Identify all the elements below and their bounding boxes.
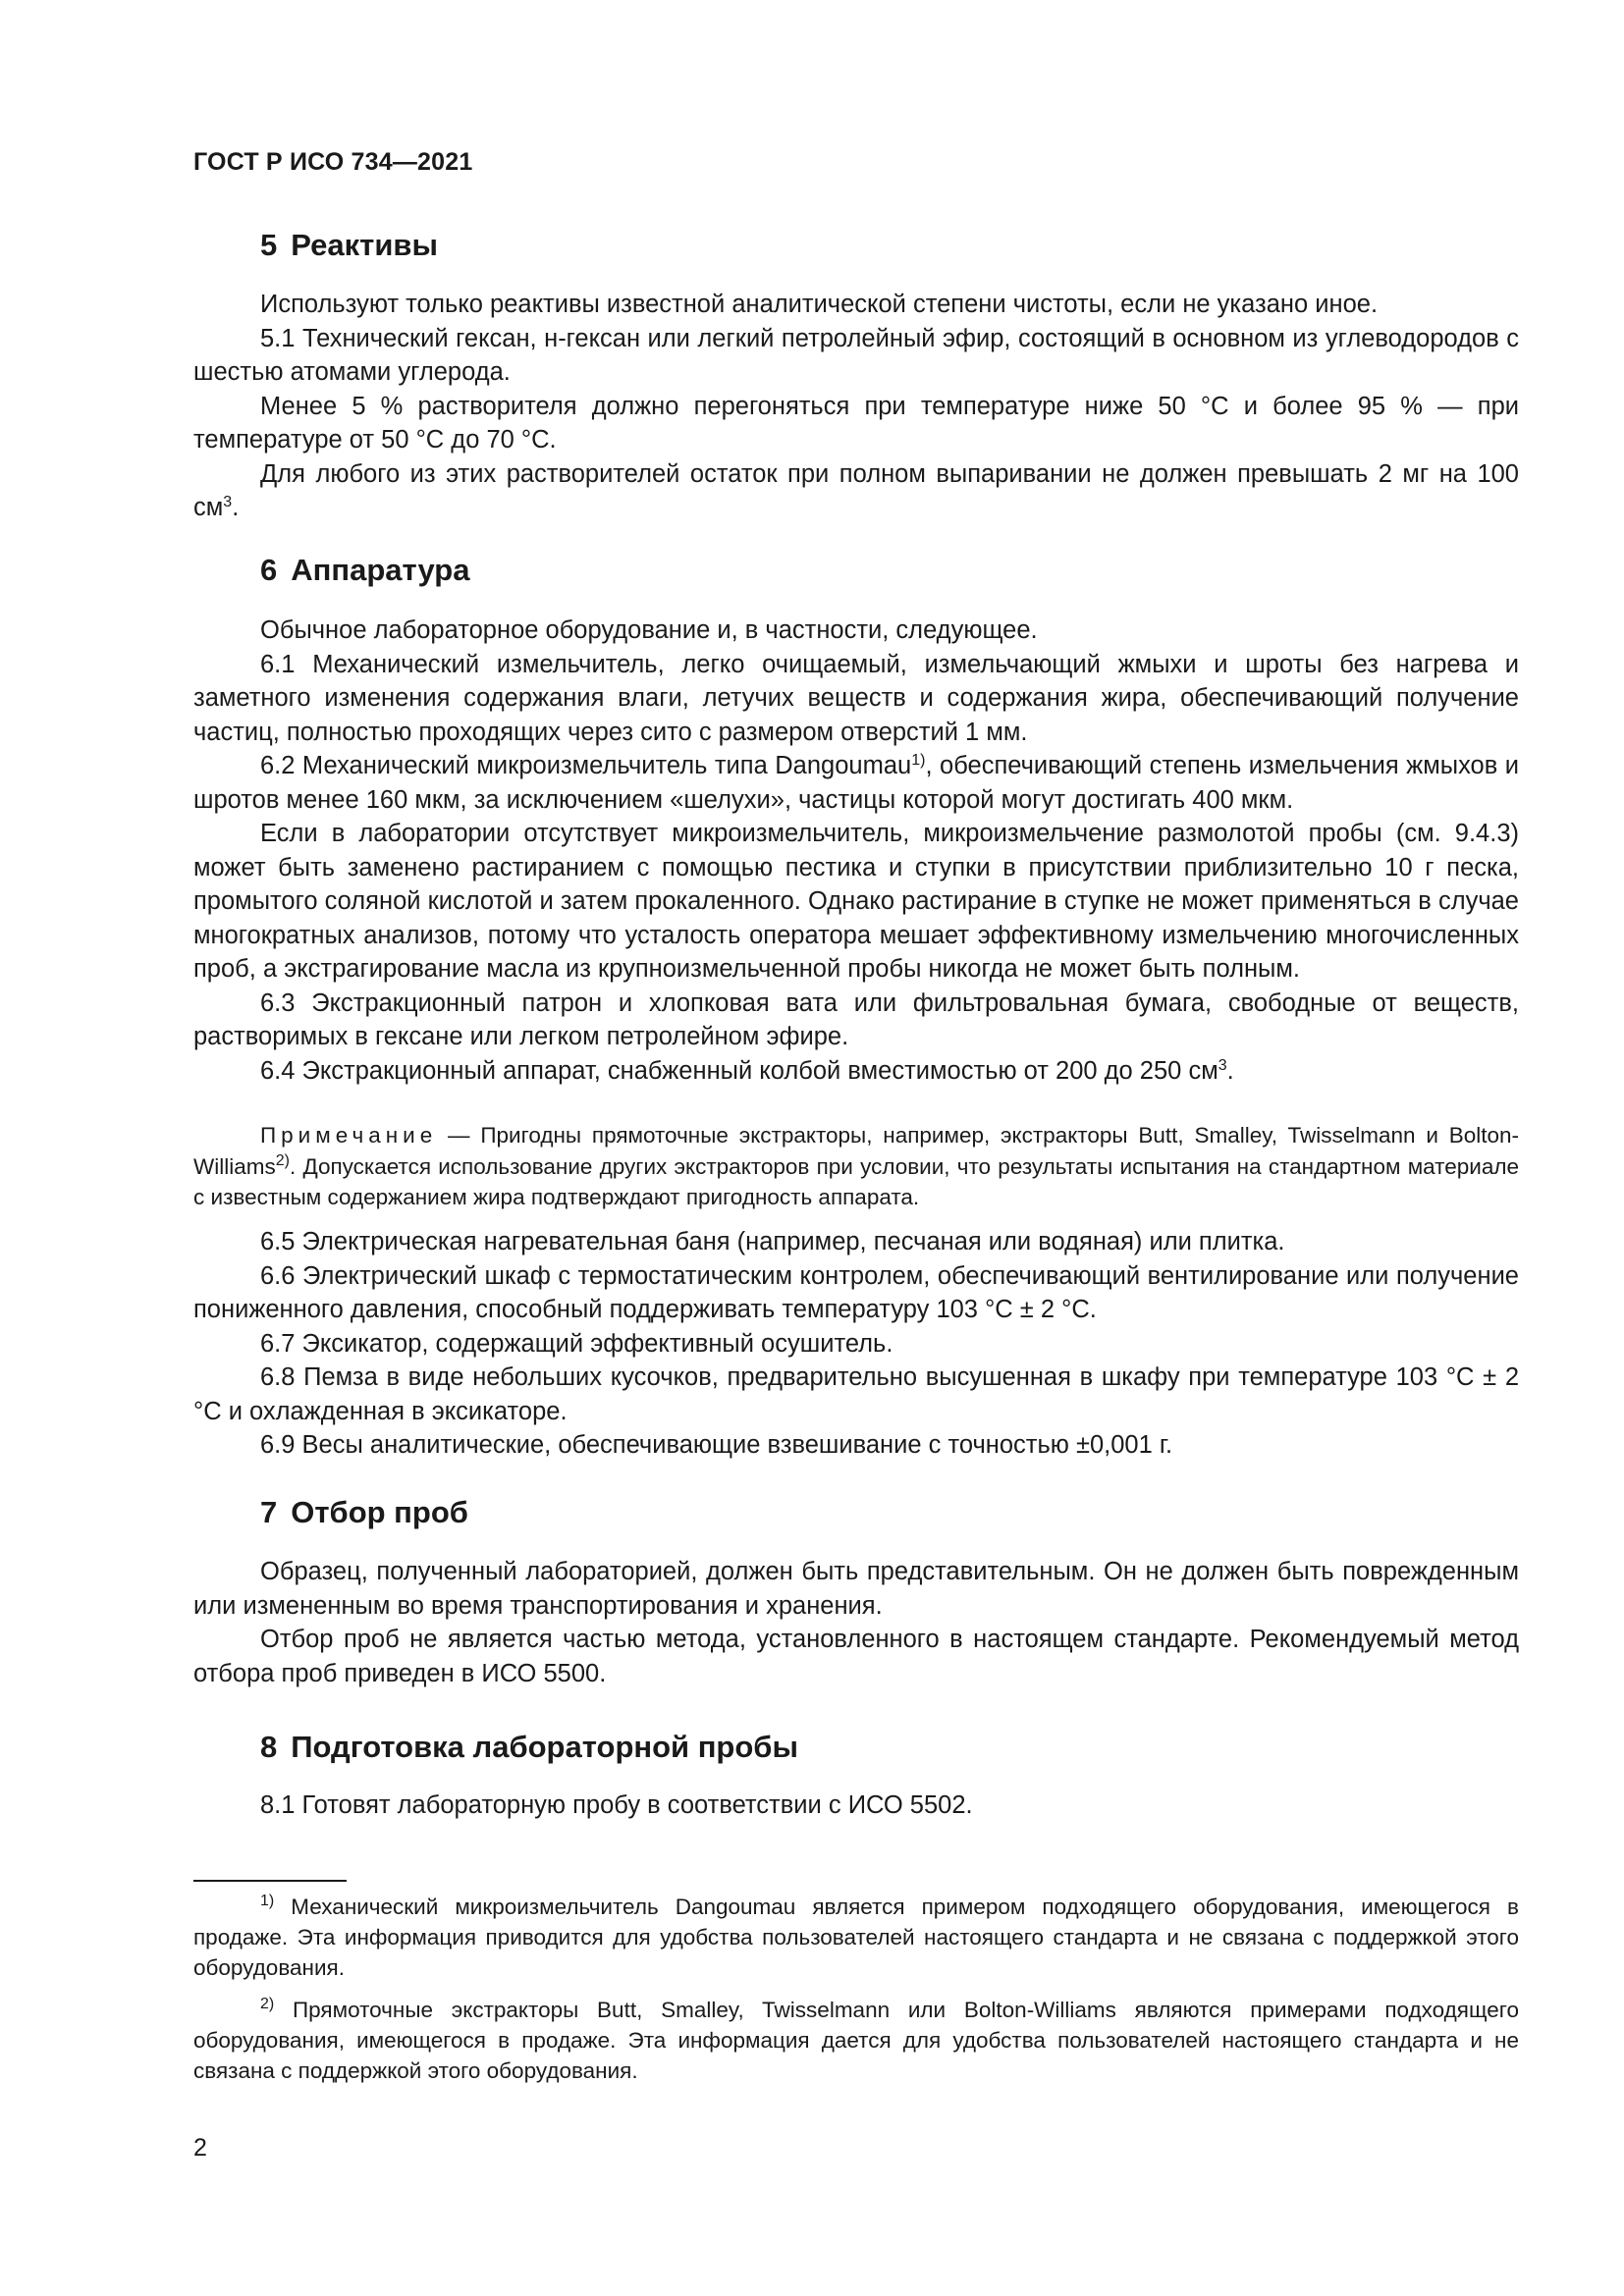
paragraph [193, 1054, 1519, 1089]
paragraph: 6.7 Эксикатор, содержащий эффективный осушитель. [260, 1329, 893, 1358]
paragraph: 5.1 Технический гексан, н-гексан или легкий петролейный эфир, состоящий в основном из углеводородов с шестью атомами углерода. [193, 324, 1519, 386]
section-8-body [193, 1789, 1519, 1823]
section-6-body-continued [193, 1225, 1519, 1463]
section-title-text: Отбор проб [291, 1495, 468, 1529]
paragraph-text: Для любого из этих растворителей остаток при полном выпаривании не должен превышать 2 мг на 100 см [193, 459, 1519, 521]
note-label: Примечание [260, 1123, 438, 1148]
paragraph: 6.3 Экстракционный патрон и хлопковая вата или фильтровальная бумага, свободные от веществ, растворимых в гексане или легком петролейном эфире. [193, 988, 1519, 1050]
paragraph: 6.8 Пемза в виде небольших кусочков, предварительно высушенная в шкафу при температуре 103 °С ± 2 °С и охлажденная в эксикаторе. [193, 1363, 1519, 1425]
section-6-title [260, 553, 469, 588]
paragraph: Если в лаборатории отсутствует микроизмельчитель, микроизмельчение размолотой пробы (см. 9.4.3) может быть заменено растиранием с помощью пестика и ступки в присутствии приблизительно 10 г песка, промытого соляной кислотой и затем прокаленного. Однако растирание в ступке не может применяться в случае многократных анализов, потому что усталость оператора мешает эффективному измельчению многочисленных проб, а экстрагирование масла из крупноизмельченной пробы никогда не может быть полным. [193, 820, 1519, 983]
paragraph-text-end: . [1226, 1056, 1234, 1085]
paragraph: Образец, полученный лабораторией, должен быть представительным. Он не должен быть поврежденным или измененным во время транспортирования и хранения. [193, 1558, 1519, 1620]
paragraph-text: 6.2 Механический микроизмельчитель типа Dangoumau [260, 752, 912, 779]
footnote-mark: 1) [260, 1893, 275, 1909]
footnote-ref: 1) [911, 752, 926, 769]
paragraph: Используют только реактивы известной аналитической степени чистоты, если не указано иное. [260, 291, 1379, 318]
superscript: 3 [1218, 1056, 1227, 1074]
section-6-body [193, 614, 1519, 1088]
footnote-ref: 2) [275, 1151, 290, 1169]
footnote-text: Механический микроизмельчитель Dangoumau является примером подходящего оборудования, имеющегося в продаже. Эта информация приводится для удобства пользователей настоящего стандарта и не связана с поддержкой этого оборудования. [193, 1895, 1519, 1980]
section-number: 5 [260, 228, 278, 262]
paragraph: 6.1 Механический измельчитель, легко очищаемый, измельчающий жмыхи и шроты без нагрева и заметного изменения содержания влаги, летучих веществ и содержания жира, обеспечивающий получение частиц, полностью проходящих через сито с размером отверстий 1 мм. [193, 650, 1519, 746]
footnote-mark: 2) [260, 1996, 275, 2012]
paragraph-text: 6.4 Экстракционный аппарат, снабженный колбой вместимостью от 200 до 250 см [260, 1056, 1218, 1085]
section-number: 8 [260, 1730, 278, 1764]
paragraph [193, 457, 1519, 525]
paragraph: 6.9 Весы аналитические, обеспечивающие взвешивание с точностью ±0,001 г. [260, 1431, 1173, 1459]
footnote-2 [193, 1995, 1519, 2086]
superscript: 3 [223, 494, 233, 510]
section-7-title [260, 1495, 468, 1530]
section-title-text: Аппаратура [291, 553, 470, 587]
paragraph: 6.6 Электрический шкаф с термостатическим контролем, обеспечивающий вентилирование или получение пониженного давления, способный поддерживать температуру 103 °С ± 2 °С. [193, 1261, 1519, 1323]
note [193, 1120, 1519, 1213]
section-7-body [193, 1555, 1519, 1690]
note-block [193, 1120, 1519, 1213]
note-text: — Пригодны прямоточные экстракторы, например, экстракторы Butt, Smalley, Twisselmann и Bolton-Williams [193, 1123, 1519, 1179]
section-5-title [260, 228, 438, 263]
paragraph-text-end: . [232, 494, 240, 521]
paragraph [193, 749, 1519, 817]
section-8-title [260, 1730, 798, 1765]
paragraph: Обычное лабораторное оборудование и, в частности, следующее. [260, 616, 1038, 644]
paragraph-text-end: , обеспечивающий степень измельчения жмыхов и шротов менее 160 мкм, за исключением «шелухи», частицы которой могут достигать 400 мкм. [193, 752, 1519, 814]
section-number: 6 [260, 553, 278, 587]
section-number: 7 [260, 1495, 278, 1529]
note-text-end: . Допускается использование других экстракторов при условии, что результаты испытания на стандартном материале с известным содержанием жира подтверждают пригодность аппарата. [193, 1153, 1519, 1209]
section-title-text: Реактивы [291, 228, 438, 262]
paragraph: 6.5 Электрическая нагревательная баня (например, песчаная или водяная) или плитка. [260, 1228, 1285, 1255]
footnotes [193, 1892, 1519, 2086]
paragraph: 8.1 Готовят лабораторную пробу в соответствии с ИСО 5502. [260, 1791, 973, 1819]
footnote-1 [193, 1892, 1519, 1983]
paragraph: Менее 5 % растворителя должно перегоняться при температуре ниже 50 °С и более 95 % — при температуре от 50 °С до 70 °С. [193, 392, 1519, 454]
footnote-separator [193, 1880, 347, 1882]
footnote-text: Прямоточные экстракторы Butt, Smalley, Twisselmann или Bolton-Williams являются примерами подходящего оборудования, имеющегося в продаже. Эта информация дается для удобства пользователей настоящего стандарта и не связана с поддержкой этого оборудования. [193, 1998, 1519, 2083]
section-5-body [193, 288, 1519, 525]
document-code-header: ГОСТ Р ИСО 734—2021 [193, 148, 473, 176]
section-title-text: Подготовка лабораторной пробы [291, 1730, 798, 1764]
page-number: 2 [193, 2134, 207, 2162]
paragraph: Отбор проб не является частью метода, установленного в настоящем стандарте. Рекомендуемый метод отбора проб приведен в ИСО 5500. [193, 1626, 1519, 1687]
